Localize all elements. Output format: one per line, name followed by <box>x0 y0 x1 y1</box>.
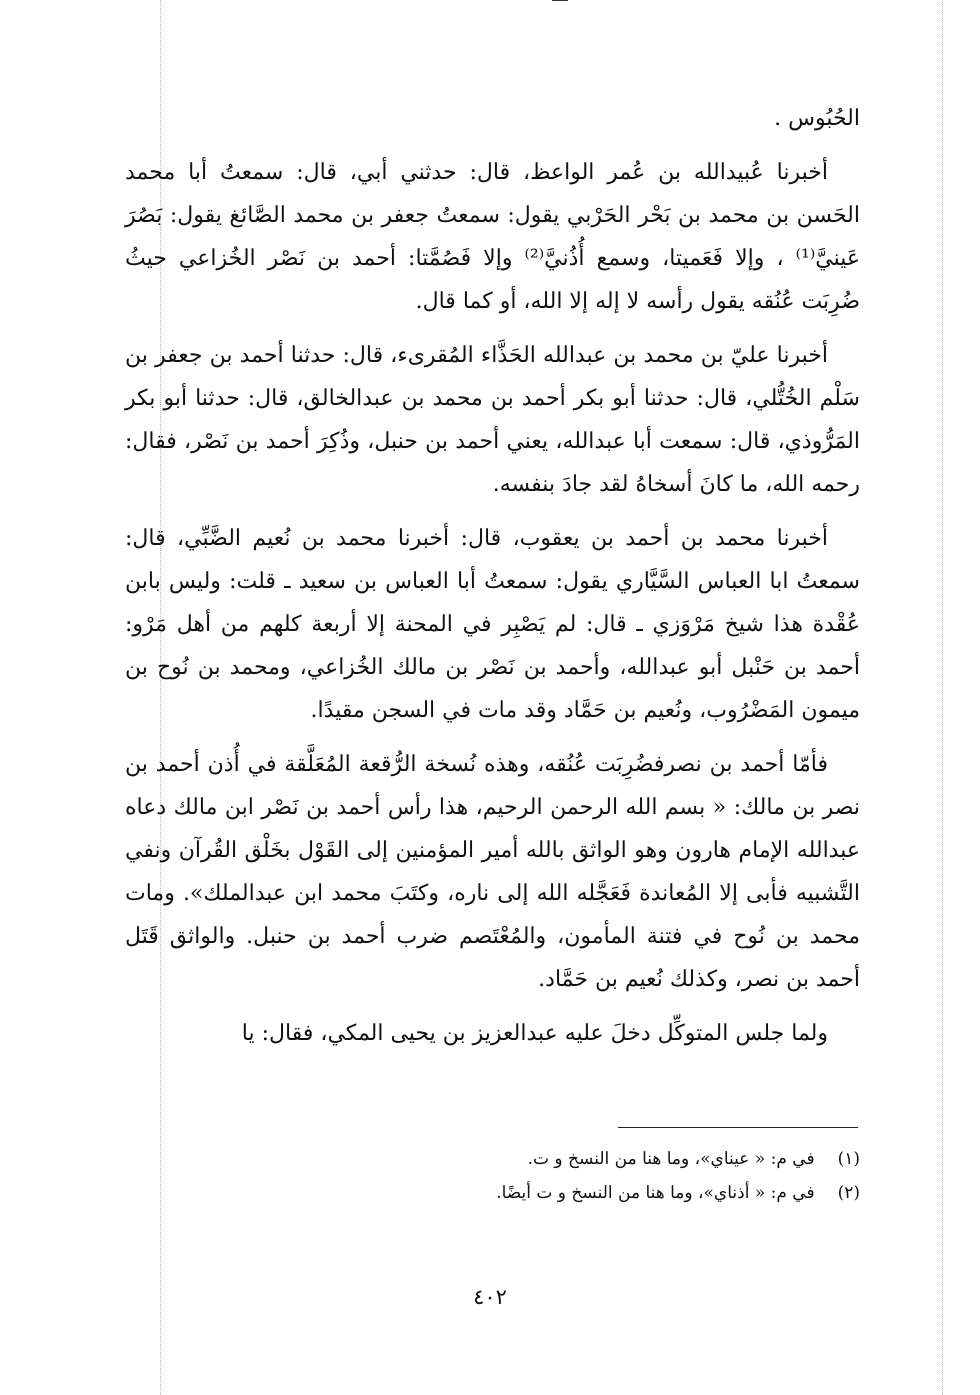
paragraph-3: أخبرنا محمد بن أحمد بن يعقوب، قال: أخبرنا محمد بن نُعيم الضَّبِّي، قال: سمعتُ ابا العباس السَّيَّاري يقول: سمعتُ أبا العباس بن سعيد ـ قلت: وليس بابن عُقْدة هذا شيخ مَرْوَزي ـ قال: لم يَصْبِر في المحنة إلا أربعة كلهم من أهل مَرْو: أحمد بن حَنْبل أبو عبدالله، وأحمد بن نَصْر بن مالك الخُزاعي، ومحمد بن نُوح بن ميمون المَضْرُوب، ونُعيم بن حَمَّاد وقد مات في السجن مقيدًا. <box>125 526 860 723</box>
footnote-1 <box>125 1142 860 1176</box>
main-text <box>125 97 860 1066</box>
paragraph-4: فأمّا أحمد بن نصرفضُرِبَت عُنُقه، وهذه نُسخة الرُّقعة المُعَلَّقة في أُذن أحمد بن نصر بن مالك: « بسم الله الرحمن الرحيم، هذا رأس أحمد بن نَصْر ابن مالك دعاه عبدالله الإمام هارون وهو الواثق بالله أمير المؤمنين إلى القَوْل بخَلْق القُرآن ونفي التَّشبيه فأبى إلا المُعاندة فَعَجَّله الله إلى ناره، وكتَبَ محمد ابن عبدالملك». ومات محمد بن نُوح في فتنة المأمون، والمُعْتَصم ضرب أحمد بن حنبل. والواثق قَتَل أحمد بن نصر، وكذلك نُعيم بن حَمَّاد. <box>125 752 860 992</box>
top-edge-mark <box>552 0 568 1</box>
footnote-number: (٢) <box>837 1183 860 1203</box>
footnote-divider <box>618 1127 858 1128</box>
footnote-number: (١) <box>837 1149 860 1169</box>
scan-artifact-line <box>942 0 943 1395</box>
footnote-text: في م: « عيناي»، وما هنا من النسخ و ت. <box>527 1149 815 1169</box>
paragraph-5: ولما جلس المتوكِّل دخلَ عليه عبدالعزيز بن يحيى المكي، فقال: يا <box>241 1021 828 1046</box>
header-word: الحُبُوس . <box>774 106 860 131</box>
paragraph-1: أخبرنا عُبيدالله بن عُمر الواعظ، قال: حدثني أبي، قال: سمعتُ أبا محمد الحَسن بن محمد بن بَحْر الحَرْبي يقول: سمعتُ جعفر بن محمد الصَّائغ يقول: بَصُرَ عَينيَّ⁽¹⁾ ، وإلا فَعَميتا، وسمع أُذُنيَّ⁽²⁾ وإلا فَصُمَّتا: أحمد بن نَصْر الخُزاعي حيثُ ضُرِبَت عُنُقه يقول رأسه لا إله إلا الله، أو كما قال. <box>125 160 860 314</box>
footnote-text: في م: « أذناي»، وما هنا من النسخ و ت أيضًا. <box>496 1183 815 1203</box>
footnotes <box>125 1142 860 1210</box>
paragraph-2: أخبرنا عليّ بن محمد بن عبدالله الحَذَّاء المُقرىء، قال: حدثنا أحمد بن جعفر بن سَلْم الخُتُّلي، قال: حدثنا أبو بكر أحمد بن محمد بن عبدالخالق، قال: حدثنا أبو بكر المَرُّوذي، قال: سمعت أبا عبدالله، يعني أحمد بن حنبل، وذُكِرَ أحمد بن نَصْر، فقال: رحمه الله، ما كانَ أسخاهُ لقد جادَ بنفسه. <box>125 343 860 497</box>
footnote-2 <box>125 1176 860 1210</box>
page-number: ٤٠٢ <box>473 1285 507 1309</box>
